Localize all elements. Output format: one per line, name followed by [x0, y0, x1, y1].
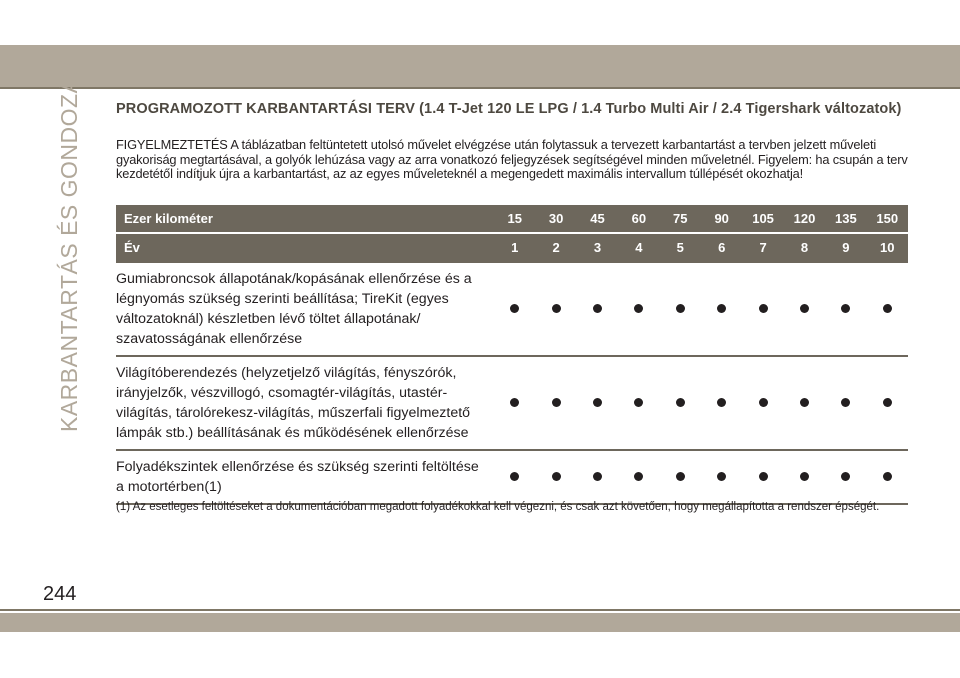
scheduled-dot-icon	[759, 472, 768, 481]
schedule-cell	[867, 262, 908, 356]
scheduled-dot-icon	[634, 304, 643, 313]
section-heading: PROGRAMOZOTT KARBANTARTÁSI TERV (1.4 T-Jet 120 LE LPG / 1.4 Turbo Multi Air / 2.4 Tigershark változatok)	[116, 101, 902, 117]
scheduled-dot-icon	[510, 472, 519, 481]
scheduled-dot-icon	[841, 398, 850, 407]
schedule-cell	[618, 356, 659, 450]
scheduled-dot-icon	[676, 472, 685, 481]
scheduled-dot-icon	[841, 472, 850, 481]
bottom-divider	[0, 609, 960, 611]
year-header-cell: 6	[701, 233, 742, 262]
year-header-cell: 7	[742, 233, 783, 262]
scheduled-dot-icon	[717, 472, 726, 481]
schedule-cell	[494, 450, 535, 504]
km-header-cell: 30	[535, 205, 576, 233]
year-header-label: Év	[116, 233, 494, 262]
year-header-cell: 4	[618, 233, 659, 262]
footnote: (1) Az esetleges feltöltéseket a dokumentációban megadott folyadékokkal kell végezni, és csak azt követően, hogy megállapította a rendszer épségét.	[116, 501, 880, 513]
maintenance-item-row	[116, 356, 908, 450]
km-header-cell: 45	[577, 205, 618, 233]
maintenance-item-row	[116, 450, 908, 504]
year-header-cell: 9	[825, 233, 866, 262]
warning-paragraph: FIGYELMEZTETÉS A táblázatban feltüntetett utolsó művelet elvégzése után folytassuk a tervezett karbantartást a tervben jelzett műveleti gyakoriság megtartásával, a golyók lehúzása vagy az arra vonatkozó feljegyzések segítségével minden műveletnél. Figyelem: ha csupán a terv kezdetétől indítjuk újra a karbantartást, az az egyes műveleteknél a megengedett maximális intervallum túllépését okozhatja!	[116, 137, 908, 182]
maintenance-item-label: Gumiabroncsok állapotának/kopásának ellenőrzése és a légnyomás szükség szerinti beállítása; TireKit (egyes változatoknál) készletben lévő töltet állapotának/ szavatosságának ellenőrzése	[116, 262, 494, 356]
schedule-cell	[742, 262, 783, 356]
maintenance-item-row	[116, 262, 908, 356]
schedule-cell	[742, 356, 783, 450]
schedule-cell	[784, 356, 825, 450]
schedule-cell	[577, 356, 618, 450]
schedule-cell	[618, 450, 659, 504]
scheduled-dot-icon	[800, 398, 809, 407]
year-header-cell: 5	[660, 233, 701, 262]
bottom-decorative-band	[0, 613, 960, 632]
schedule-cell	[784, 262, 825, 356]
km-header-cell: 75	[660, 205, 701, 233]
schedule-cell	[577, 450, 618, 504]
scheduled-dot-icon	[717, 304, 726, 313]
schedule-cell	[618, 262, 659, 356]
maintenance-item-label: Folyadékszintek ellenőrzése és szükség szerinti feltöltése a motortérben(1)	[116, 450, 494, 504]
scheduled-dot-icon	[510, 304, 519, 313]
scheduled-dot-icon	[841, 304, 850, 313]
km-header-cell: 90	[701, 205, 742, 233]
scheduled-dot-icon	[676, 304, 685, 313]
schedule-cell	[701, 450, 742, 504]
schedule-cell	[867, 450, 908, 504]
scheduled-dot-icon	[883, 472, 892, 481]
year-header-cell: 1	[494, 233, 535, 262]
scheduled-dot-icon	[593, 304, 602, 313]
chapter-side-title: KARBANTARTÁS ÉS GONDOZÁS	[56, 61, 82, 432]
schedule-cell	[660, 356, 701, 450]
schedule-cell	[742, 450, 783, 504]
schedule-cell	[535, 262, 576, 356]
scheduled-dot-icon	[883, 304, 892, 313]
schedule-cell	[535, 356, 576, 450]
schedule-cell	[577, 262, 618, 356]
km-header-cell: 105	[742, 205, 783, 233]
page-number: 244	[43, 583, 77, 605]
year-header-cell: 10	[867, 233, 908, 262]
scheduled-dot-icon	[552, 304, 561, 313]
scheduled-dot-icon	[552, 472, 561, 481]
year-header-row	[116, 233, 908, 262]
km-header-row	[116, 205, 908, 233]
maintenance-item-label: Világítóberendezés (helyzetjelző világítás, fényszórók, irányjelzők, vészvillogó, csomagtér-világítás, utastér-világítás, tárolórekesz-világítás, műszerfali figyelmeztető lámpák stb.) beállításának és működésének ellenőrzése	[116, 356, 494, 450]
top-decorative-band	[0, 45, 960, 87]
top-divider	[0, 87, 960, 89]
km-header-cell: 120	[784, 205, 825, 233]
scheduled-dot-icon	[759, 398, 768, 407]
scheduled-dot-icon	[676, 398, 685, 407]
schedule-cell	[825, 356, 866, 450]
km-header-cell: 135	[825, 205, 866, 233]
schedule-cell	[535, 450, 576, 504]
scheduled-dot-icon	[800, 472, 809, 481]
scheduled-dot-icon	[593, 472, 602, 481]
year-header-cell: 3	[577, 233, 618, 262]
scheduled-dot-icon	[510, 398, 519, 407]
year-header-cell: 8	[784, 233, 825, 262]
scheduled-dot-icon	[634, 472, 643, 481]
scheduled-dot-icon	[883, 398, 892, 407]
schedule-cell	[494, 262, 535, 356]
scheduled-dot-icon	[717, 398, 726, 407]
schedule-cell	[784, 450, 825, 504]
km-header-label: Ezer kilométer	[116, 205, 494, 233]
scheduled-dot-icon	[800, 304, 809, 313]
schedule-cell	[825, 450, 866, 504]
km-header-cell: 150	[867, 205, 908, 233]
scheduled-dot-icon	[759, 304, 768, 313]
year-header-cell: 2	[535, 233, 576, 262]
maintenance-schedule-table	[116, 205, 908, 505]
km-header-cell: 15	[494, 205, 535, 233]
schedule-cell	[660, 262, 701, 356]
schedule-cell	[701, 262, 742, 356]
scheduled-dot-icon	[634, 398, 643, 407]
schedule-cell	[867, 356, 908, 450]
scheduled-dot-icon	[552, 398, 561, 407]
schedule-cell	[825, 262, 866, 356]
km-header-cell: 60	[618, 205, 659, 233]
schedule-cell	[494, 356, 535, 450]
scheduled-dot-icon	[593, 398, 602, 407]
schedule-cell	[660, 450, 701, 504]
schedule-cell	[701, 356, 742, 450]
